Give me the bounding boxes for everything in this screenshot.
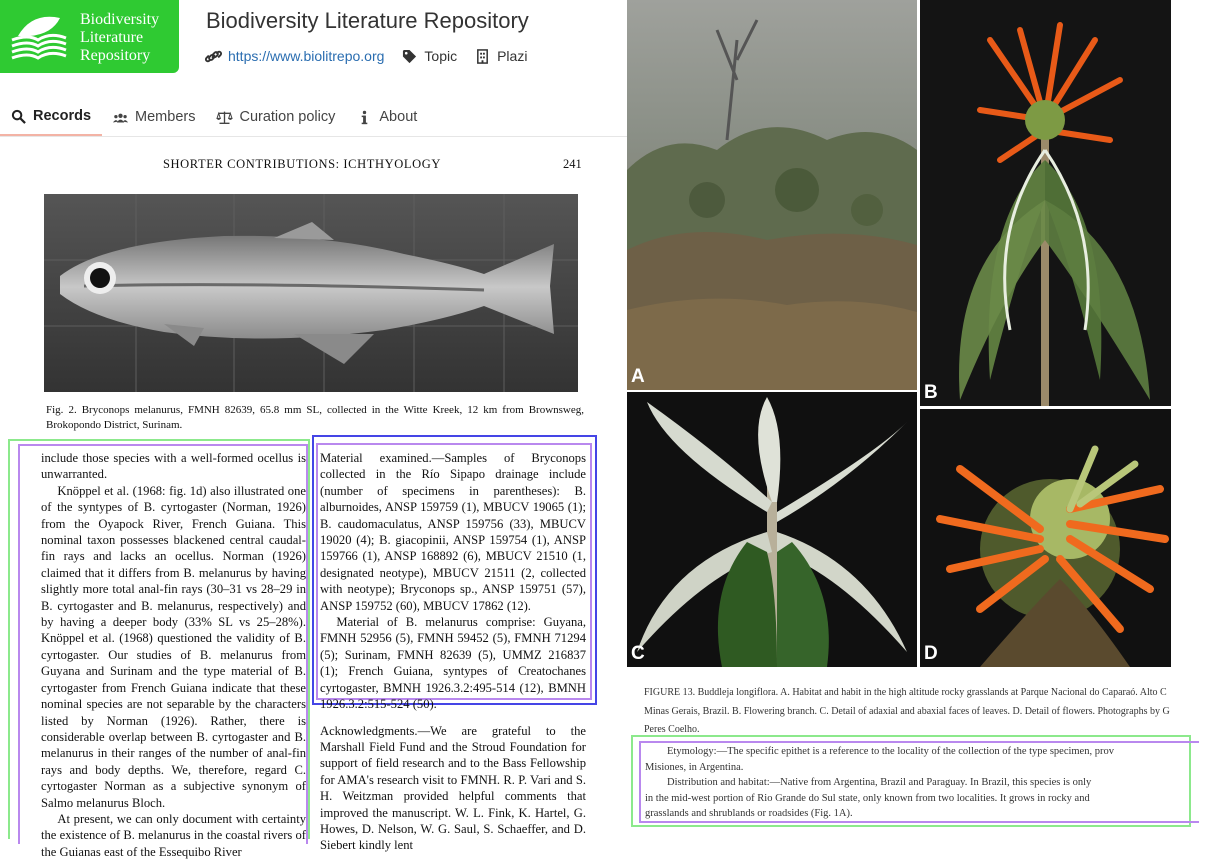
logo-text: Biodiversity Literature Repository <box>80 11 160 64</box>
panel-label-d: D <box>924 643 938 664</box>
acknowledgments-paragraph: Acknowledgments.—We are grateful to the Marshall Field Fund and the Stroud Foundation for support of field research and to the Bass Fellowship for AMA's research visit to FMNH. R. P. Vari and S. H. Weitzman provided helpful comments that improved the manuscript. W. L. Fink, K. Hartel, G. Howes, D. Nelson, W. G. Saul, S. Schaeffer, and D. Siebert kindly lent <box>320 723 586 853</box>
tab-about[interactable] <box>346 98 428 136</box>
info-icon <box>357 110 372 125</box>
balance-scale-icon <box>217 110 232 125</box>
caption-line: FIGURE 13. Buddleja longiflora. A. Habitat and habit in the high altitude rocky grasslands at Parque Nacional do Caparaó. Alto C <box>644 687 1167 698</box>
paragraph: Material of B. melanurus comprise: Guyana, FMNH 52956 (5), FMNH 59452 (5), FMNH 71294 (5); Surinam, FMNH 82639 (5), UMMZ 216837 (1); French Guiana, syntypes of Creatochanes cyrtogaster, BMNH 1926.3.2:495-514 (12), BMNH 1926.3.2:515-524 (50). <box>320 615 586 712</box>
fish-image <box>44 194 578 392</box>
material-examined-paragraph: Material examined.—Samples of Bryconops collected in the Río Sipapo drainage include (number of specimens in parentheses): B. alburnoides, ANSP 159759 (1), MBUCV 19065 (1); B. caudomaculatus, ANSP 159756 (33), MBUCV 19020 (4); B. giacopinii, ANSP 159754 (1), ANSP 159766 (1), ANSP 168892 (6), MBUCV 21510 (1, designated neotype), MBUCV 21511 (2, collected with neotype); Bryconops sp., ANSP 159751 (57), ANSP 159752 (60), MBUCV 17862 (12). <box>320 451 586 613</box>
figure-13-caption <box>644 684 1184 740</box>
tab-curation-policy-label: Curation policy <box>239 109 336 125</box>
paragraph: include those species with a well-formed ocellus is unwarranted. <box>41 451 306 482</box>
books-logo-icon <box>8 10 70 64</box>
article-column-left <box>41 450 306 860</box>
etymology-line: Misiones, in Argentina. <box>645 761 744 773</box>
habitat-photo <box>627 0 917 390</box>
page-number: 241 <box>563 157 582 171</box>
tag-icon <box>402 49 417 64</box>
building-icon <box>475 49 490 64</box>
plant-figure-page <box>627 0 1171 831</box>
topic-label: Topic <box>424 48 458 64</box>
site-title: Biodiversity Literature Repository <box>206 8 529 33</box>
panel-label-c: C <box>631 643 645 664</box>
leaves-detail-photo <box>627 392 917 667</box>
photo-panel-a[interactable] <box>627 0 917 390</box>
flowering-branch-photo <box>920 0 1171 406</box>
paragraph: Knöppel et al. (1968: fig. 1d) also illustrated one of the syntypes of B. cyrtogaster (Norman, 1926) from the Oyapock River, French Guiana. This nominal taxon possesses blackened central caudal-fin rays and lacks an ocellus. Norman (1926) claimed that it differs from B. melanurus by having slightly more total anal-fin rays (30–31 vs 28–29 in B. cyrtogaster and B. melanurus, respectively) and by having a deeper body (33% SL vs 25–28%). Knöppel et al. (1968) questioned the validity of B. cyrtogaster. Our studies of B. melanurus from Guyana and Surinam and the type material of B. cyrtogaster from French Guiana indicate that these nominal species are not separable by the characters listed by Norman (1926). Rather, there is considerable overlap between B. cyrtogaster and B. melanurus in their ranges of the number of anal-fin rays and body depths. We, therefore, regard C. cyrtogaster Norman as a subjective synonym of Salmo melanurus Bloch. <box>41 483 306 810</box>
tab-curation-policy[interactable] <box>206 98 346 136</box>
tab-members-label: Members <box>135 109 196 125</box>
distribution-line: grasslands and shrublands or roadsides (Fig. 1A). <box>645 808 853 820</box>
caption-line: Peres Coelho. <box>644 724 700 735</box>
website-url: https://www.biolitrepo.org <box>228 48 385 64</box>
plazi-label: Plazi <box>497 48 528 64</box>
plazi-link[interactable] <box>475 48 527 64</box>
running-head: SHORTER CONTRIBUTIONS: ICHTHYOLOGY <box>163 157 441 171</box>
site-logo[interactable] <box>0 0 179 73</box>
site-header <box>0 0 627 137</box>
tab-about-label: About <box>379 109 418 125</box>
distribution-line: Distribution and habitat:—Native from Argentina, Brazil and Paraguay. In Brazil, this species is only <box>667 777 1092 789</box>
etymology-section <box>645 744 1205 822</box>
link-icon <box>206 49 221 64</box>
panel-label-a: A <box>631 366 645 387</box>
fish-photo[interactable] <box>44 194 578 392</box>
tab-records-label: Records <box>33 108 92 124</box>
topic-link[interactable] <box>402 48 457 64</box>
tab-members[interactable] <box>102 98 206 136</box>
panel-label-b: B <box>924 382 938 403</box>
photo-panel-d[interactable] <box>920 409 1171 667</box>
figure-2-caption: Fig. 2. Bryconops melanurus, FMNH 82639, 65.8 mm SL, collected in the Witte Kreek, 12 km from Brownsweg, Brokopondo District, Surinam. <box>46 404 584 431</box>
website-link[interactable] <box>206 48 384 64</box>
flowers-detail-photo <box>920 409 1171 667</box>
tab-records[interactable] <box>0 98 102 136</box>
article-page <box>0 138 627 859</box>
distribution-line: in the mid-west portion of Rio Grande do Sul state, only known from two localities. It grows in rocky and <box>645 792 1090 804</box>
header-links <box>206 48 527 64</box>
etymology-line: Etymology:—The specific epithet is a reference to the locality of the collection of the type specimen, prov <box>667 746 1114 757</box>
search-icon <box>11 109 26 124</box>
caption-line: Minas Gerais, Brazil. B. Flowering branch. C. Detail of adaxial and abaxial faces of leaves. D. Detail of flowers. Photographs by G <box>644 705 1170 717</box>
users-icon <box>113 110 128 125</box>
article-column-right <box>320 450 586 854</box>
nav-tabs <box>0 98 428 136</box>
paragraph: At present, we can only document with certainty the existence of B. melanurus in the coastal rivers of the Guianas east of the Essequibo River <box>41 811 306 859</box>
photo-panel-c[interactable] <box>627 392 917 667</box>
photo-panel-b[interactable] <box>920 0 1171 406</box>
